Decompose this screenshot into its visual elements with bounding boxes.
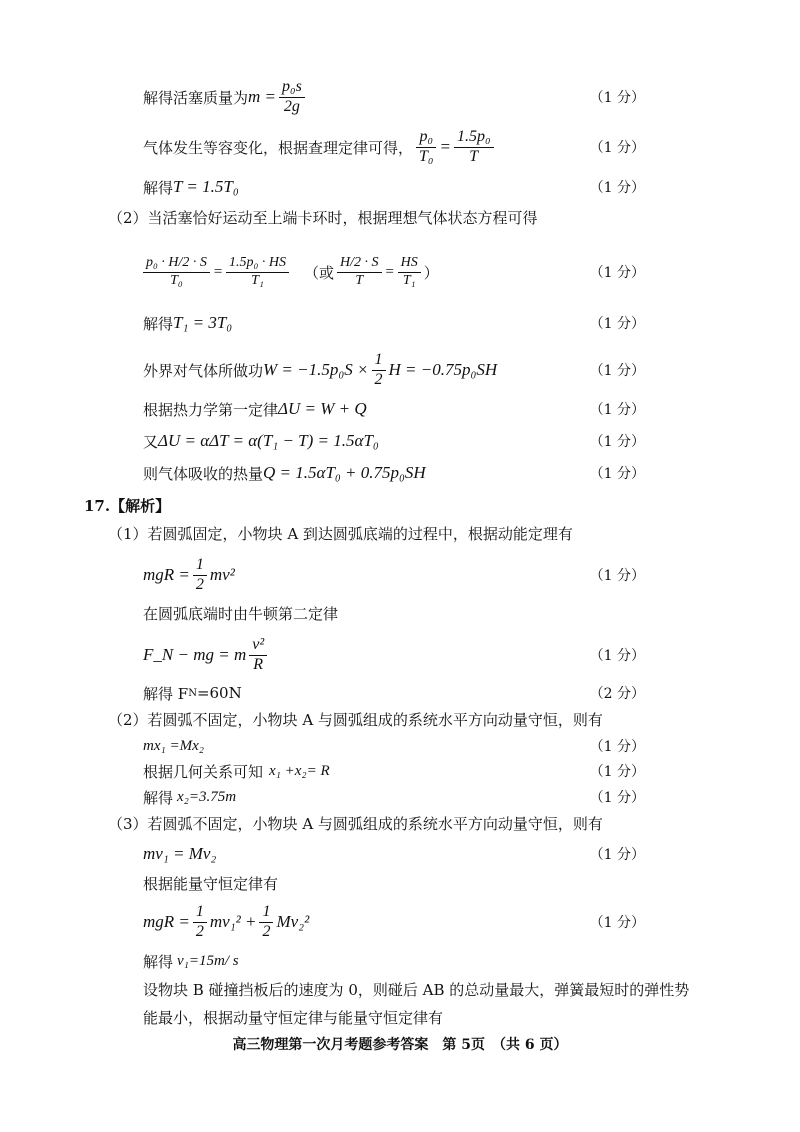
text: （2）当活塞恰好运动至上端卡环时，根据理想气体状态方程可得 <box>108 208 538 227</box>
line-q17-part3-intro <box>0 810 800 836</box>
text: 根据热力学第一定律 <box>143 400 279 419</box>
text: 外界对气体所做功 <box>143 361 264 380</box>
formula: F_N − mg = m <box>143 645 247 664</box>
line-first-law <box>0 396 800 422</box>
formula: mgR = <box>143 912 190 931</box>
text: （2）若圆弧不固定，小物块 A 与圆弧组成的系统水平方向动量守恒，则有 <box>108 710 603 729</box>
score: （1 分） <box>589 90 645 106</box>
score: （1 分） <box>589 648 645 664</box>
text: 解得 <box>143 314 174 333</box>
section-heading: 17.【解析】 <box>84 496 171 515</box>
text: 解得 <box>143 178 174 197</box>
formula: ΔU = αΔT = α(T₁ − T) = 1.5αT₀ <box>158 431 379 450</box>
score: （1 分） <box>589 434 645 450</box>
line-geometry <box>0 758 800 784</box>
text: 解得 F <box>143 684 189 703</box>
formula: Mv₂² <box>276 912 310 931</box>
score: （1 分） <box>589 140 645 156</box>
text: 根据能量守恒定律有 <box>143 874 279 893</box>
line-charles-law <box>0 122 800 172</box>
line-q17-part2-intro <box>0 706 800 732</box>
line-momentum-displacement <box>0 734 800 758</box>
line-q17-heading <box>0 492 800 518</box>
denominator: 2g <box>283 97 300 115</box>
denominator: R <box>253 655 264 673</box>
formula: T = 1.5T₀ <box>173 177 239 196</box>
text: 又 <box>143 432 159 451</box>
text: （3）若圆弧不固定，小物块 A 与圆弧组成的系统水平方向动量守恒，则有 <box>108 814 603 833</box>
text: ） <box>423 263 439 282</box>
formula: mv₁ = Mv₂ <box>143 844 217 863</box>
formula: m = <box>248 87 277 106</box>
denominator: T₀ <box>419 147 434 165</box>
fraction <box>398 255 421 288</box>
denominator: T₁ <box>251 272 264 288</box>
fraction <box>454 128 494 166</box>
text: 则气体吸收的热量 <box>143 464 264 483</box>
formula: x₁ +x₂= R <box>269 762 330 779</box>
equals: = <box>439 137 451 156</box>
score: （1 分） <box>589 363 645 379</box>
denominator: T₀ <box>170 272 183 288</box>
numerator: 1.5p₀ · HS <box>226 255 289 272</box>
score: （1 分） <box>589 466 645 482</box>
denominator: T <box>469 147 479 165</box>
text: 解得活塞质量为 <box>143 88 249 107</box>
denominator: 2 <box>262 922 271 940</box>
line-part2-intro <box>0 204 800 230</box>
numerator: 1 <box>259 903 273 922</box>
line-momentum-velocity <box>0 840 800 868</box>
numerator: 1.5p₀ <box>454 128 494 147</box>
line-temperature-result <box>0 174 800 200</box>
line-assumption-cont <box>0 1004 800 1030</box>
line-ideal-gas-equation <box>0 236 800 308</box>
fraction <box>416 128 436 166</box>
equals: = <box>212 263 223 280</box>
score: （1 分） <box>589 316 645 332</box>
numerator: HS <box>398 255 421 272</box>
score: （2 分） <box>589 686 645 702</box>
numerator: p₀ <box>416 128 436 147</box>
fraction <box>249 636 267 674</box>
line-internal-energy <box>0 428 800 454</box>
text: 气体发生等容变化，根据查理定律可得， <box>143 138 414 157</box>
line-normal-force-result <box>0 680 800 706</box>
text: 解得 <box>143 952 174 971</box>
text: 解得 <box>143 788 174 807</box>
line-energy-intro <box>0 870 800 896</box>
text: =60N <box>196 684 242 702</box>
numerator: p₀s <box>279 78 305 97</box>
formula: mv₁² + <box>209 912 257 931</box>
line-x2-result <box>0 784 800 810</box>
formula: H = −0.75p₀SH <box>388 360 498 379</box>
formula: W = −1.5p₀S × <box>263 360 369 379</box>
formula: T₁ = 3T₀ <box>173 313 233 332</box>
text: （1）若圆弧固定，小物块 A 到达圆弧底端的过程中，根据动能定理有 <box>108 524 573 543</box>
fraction <box>143 255 210 288</box>
numerator: H/2 · S <box>337 255 382 272</box>
numerator: 1 <box>193 556 207 575</box>
fraction <box>193 556 207 594</box>
score: （1 分） <box>589 568 645 584</box>
line-v1-result <box>0 948 800 974</box>
score: （1 分） <box>589 790 645 806</box>
line-assumption <box>0 976 800 1002</box>
formula: mgR = <box>143 565 190 584</box>
score: （1 分） <box>589 915 645 931</box>
denominator: 2 <box>195 922 204 940</box>
score: （1 分） <box>589 180 645 196</box>
line-t1-result <box>0 310 800 336</box>
line-piston-mass <box>0 72 800 122</box>
formula: x₂=3.75m <box>177 788 237 805</box>
numerator: 1 <box>372 351 386 370</box>
line-newton-equation <box>0 628 800 682</box>
formula: mx₁ =Mx₂ <box>143 737 204 754</box>
fraction <box>226 255 289 288</box>
denominator: T <box>355 272 364 288</box>
line-q17-part1-intro <box>0 520 800 546</box>
score: （1 分） <box>589 265 645 281</box>
score: （1 分） <box>589 402 645 418</box>
numerator: v² <box>249 636 267 655</box>
line-heat-absorbed <box>0 460 800 486</box>
fraction <box>337 255 382 288</box>
denominator: 2 <box>195 575 204 593</box>
text: 能最小，根据动量守恒定律与能量守恒定律有 <box>143 1008 444 1027</box>
denominator: T₁ <box>402 272 416 288</box>
fraction <box>279 78 305 116</box>
text: 在圆弧底端时由牛顿第二定律 <box>143 604 339 623</box>
formula: Q = 1.5αT₀ + 0.75p₀SH <box>263 463 426 482</box>
line-work-done <box>0 346 800 394</box>
text: 根据几何关系可知 <box>143 762 264 781</box>
numerator: p₀ · H/2 · S <box>143 255 210 272</box>
line-work-energy <box>0 550 800 600</box>
score: （1 分） <box>589 847 645 863</box>
line-newton-intro <box>0 600 800 626</box>
page-footer: 高三物理第一次月考题参考答案 第 5页 （共 6 页） <box>232 1037 568 1053</box>
text: 设物块 B 碰撞挡板后的速度为 0，则碰后 AB 的总动量最大，弹簧最短时的弹性势 <box>143 980 690 999</box>
score: （1 分） <box>589 739 645 755</box>
fraction <box>193 903 207 941</box>
fraction <box>372 351 386 389</box>
numerator: 1 <box>193 903 207 922</box>
formula: mv² <box>209 565 235 584</box>
denominator: 2 <box>374 370 383 388</box>
fraction <box>259 903 273 941</box>
line-energy-equation <box>0 896 800 948</box>
score: （1 分） <box>589 764 645 780</box>
subscript: N <box>188 687 197 699</box>
formula: ΔU = W + Q <box>278 399 367 418</box>
formula: v₁=15m/ s <box>177 952 239 969</box>
text: （或 <box>303 263 334 282</box>
equals: = <box>384 263 395 280</box>
